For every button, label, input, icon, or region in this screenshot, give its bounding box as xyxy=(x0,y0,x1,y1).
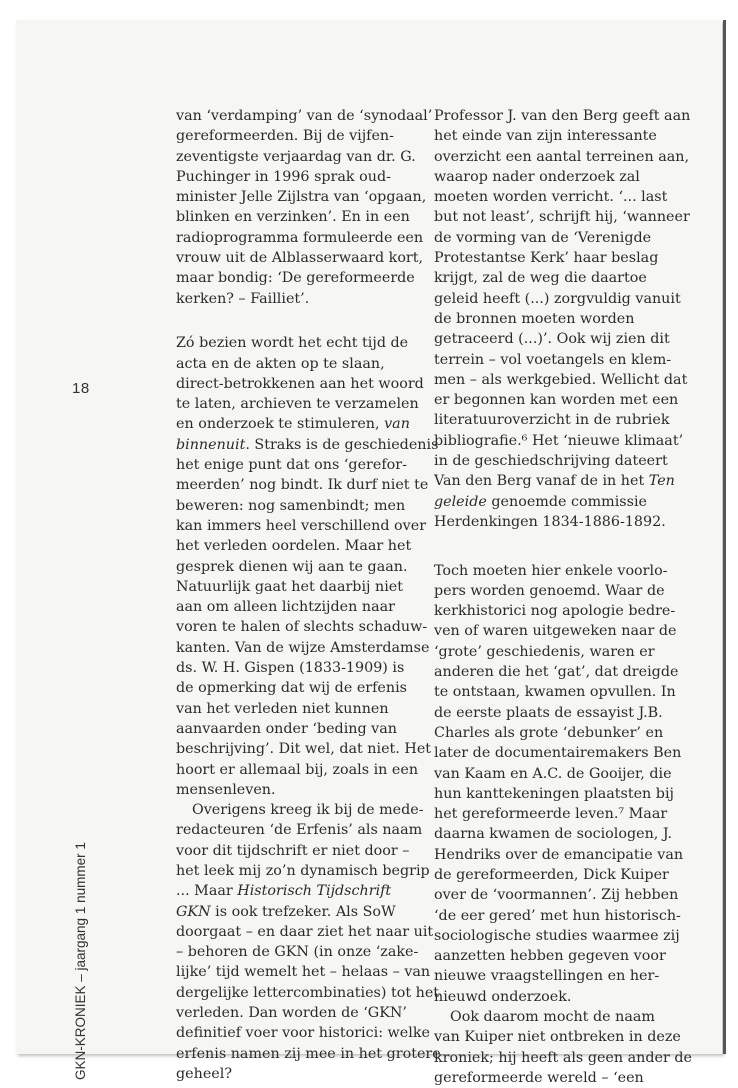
text-line: verleden. Dan worden de ‘GKN’ xyxy=(176,1005,407,1022)
text-line: Overigens kreeg ik bij de mede- xyxy=(192,802,424,819)
text-line: aan om alleen lichtzijden naar xyxy=(176,599,395,616)
text-line xyxy=(176,902,426,922)
text-line: but not least’, schrijft hij, ‘wanneer xyxy=(434,209,690,226)
text-line: Natuurlijk gaat het daarbij niet xyxy=(176,578,403,595)
document-page xyxy=(16,20,722,1086)
text-line: voren te halen of slechts schaduw- xyxy=(176,619,428,636)
text-line: ‘de eer gered’ met hun historisch- xyxy=(434,907,681,924)
text-line: de vorming van de ‘Verenigde xyxy=(434,229,652,246)
text-line: waarop nader onderzoek zal xyxy=(434,168,640,185)
paragraph xyxy=(176,106,433,309)
text-line: terrein – vol voetangels en klem- xyxy=(434,351,672,368)
text-line: geheel? xyxy=(176,1065,232,1082)
running-head-text: GKN-KRONIEK – jaargang 1 nummer 1 xyxy=(73,842,88,1080)
italic-text: van xyxy=(384,416,410,433)
right-column xyxy=(434,106,692,1088)
text-line: later de documentairemakers Ben xyxy=(434,745,682,762)
text-line: kerkhistorici nog apologie bedre- xyxy=(434,603,676,620)
text-line: minister Jelle Zijlstra van ‘opgaan, xyxy=(176,189,427,206)
text-line: de bronnen moeten worden xyxy=(434,310,635,327)
text-line: zeventigste verjaardag van dr. G. xyxy=(176,148,416,165)
text-line: de opmerking dat wij de erfenis xyxy=(176,680,407,697)
text-line: Protestantse Kerk’ haar beslag xyxy=(434,250,659,267)
text-line: aanzetten hebben gegeven voor xyxy=(434,948,666,965)
text-line: blinken en verzinken’. En in een xyxy=(176,209,410,226)
text-line: over de ‘voormannen’. Zij hebben xyxy=(434,887,679,904)
paragraph xyxy=(434,1007,692,1088)
italic-text: GKN xyxy=(176,903,211,920)
text-line: Hendriks over de emancipatie van xyxy=(434,846,684,863)
text-line: redacteuren ‘de Erfenis’ als naam xyxy=(176,822,423,839)
text-line xyxy=(434,492,676,512)
text-line: te laten, archieven te verzamelen xyxy=(176,396,419,413)
text-line: Professor J. van den Berg geeft aan xyxy=(434,108,691,124)
text-line: van Kuiper niet ontbreken in deze xyxy=(434,1029,681,1046)
text-line: het verleden oordelen. Maar het xyxy=(176,538,412,555)
text-line: lijke’ tijd wemelt het – helaas – van xyxy=(176,964,431,981)
text-line: te ontstaan, kwamen opvullen. In xyxy=(434,684,676,701)
text-line: nieuwe vraagstellingen en her- xyxy=(434,968,660,985)
text-line: Ook daarom mocht de naam xyxy=(450,1009,655,1026)
text-line: hoort er allemaal bij, zoals in een xyxy=(176,761,419,778)
text-line: van het verleden niet kunnen xyxy=(176,700,389,717)
text-line: kroniek; hij heeft als geen ander de xyxy=(434,1049,692,1066)
text-line: direct-betrokkenen aan het woord xyxy=(176,375,424,392)
text-line: geleid heeft (...) zorgvuldig vanuit xyxy=(434,290,681,307)
text-line: sociologische studies waarmee zij xyxy=(434,927,680,944)
text-line: pers worden genoemd. Waar de xyxy=(434,582,665,599)
text-line: radioprogramma formuleerde een xyxy=(176,229,424,246)
text-line: acta en de akten op te slaan, xyxy=(176,355,385,372)
italic-text: binnenuit xyxy=(176,436,246,453)
text-line: ‘grote’ geschiedenis, waren er xyxy=(434,643,655,660)
text-line: Puchinger in 1996 sprak oud- xyxy=(176,168,391,185)
text-line: van ‘verdamping’ van de ‘synodaal’ xyxy=(176,108,433,124)
text-line: Van den Berg vanaf de in het Ten xyxy=(434,473,675,490)
text-line: maar bondig: ‘De gereformeerde xyxy=(176,270,415,287)
text-line: het einde van zijn interessante xyxy=(434,128,657,145)
text-line: en onderzoek te stimuleren, van xyxy=(176,416,410,433)
text-line: de eerste plaats de essayist J.B. xyxy=(434,704,663,721)
text-line: kanten. Van de wijze Amsterdamse xyxy=(176,639,430,656)
text-line: doorgaat – en daar ziet het naar uit xyxy=(176,923,434,940)
text-line: ... Maar Historisch Tijdschrift xyxy=(176,883,392,900)
text-line: ds. W. H. Gispen (1833-1909) is xyxy=(176,660,405,677)
text-line: hun kanttekeningen plaatsten bij xyxy=(434,785,674,802)
text-line: gereformeerde wereld – ‘een xyxy=(434,1069,644,1086)
text-line: getraceerd (...)’. Ook wij zien dit xyxy=(434,331,670,348)
text-line: overzicht een aantal terreinen aan, xyxy=(434,148,690,165)
paragraph xyxy=(176,800,441,1084)
text-line: literatuuroverzicht in de rubriek xyxy=(434,412,670,429)
text-line: van Kaam en A.C. de Gooijer, die xyxy=(434,765,672,782)
text-line: er begonnen kan worden met een xyxy=(434,392,679,409)
text-line: de gereformeerden, Dick Kuiper xyxy=(434,866,669,883)
text-line: kerken? – Failliet’. xyxy=(176,290,310,307)
text-line: bibliografie.⁶ Het ‘nieuwe klimaat’ xyxy=(434,432,684,449)
left-column xyxy=(176,106,441,1084)
text-line: beschrijving’. Dit wel, dat niet. Het xyxy=(176,741,432,758)
running-head xyxy=(74,80,88,1080)
paragraph xyxy=(176,333,439,800)
text-line: Toch moeten hier enkele voorlo- xyxy=(434,562,668,579)
text-line: Charles als grote ‘debunker’ en xyxy=(434,724,664,741)
text-line: gesprek dienen wij aan te gaan. xyxy=(176,558,408,575)
text-line: daarna kwamen de sociologen, J. xyxy=(434,826,673,843)
text-line: aanvaarden onder ‘beding van xyxy=(176,720,397,737)
text-line: krijgt, zal de weg die daartoe xyxy=(434,270,647,287)
text-line: kan immers heel verschillend over xyxy=(176,517,427,534)
text-line: voor dit tijdschrift er niet door – xyxy=(176,842,410,859)
page-number: 18 xyxy=(72,380,90,397)
text-line: mensenleven. xyxy=(176,781,276,798)
paragraph xyxy=(434,561,684,1008)
text-line: anderen die het ‘gat’, dat dreigde xyxy=(434,664,679,681)
text-line: – behoren de GKN (in onze ‘zake- xyxy=(176,944,419,961)
paragraph xyxy=(434,106,691,532)
text-span: . Straks is de geschiedenis xyxy=(245,436,439,453)
text-line: nieuwd onderzoek. xyxy=(434,988,572,1005)
text-line: beweren: nog samenbindt; men xyxy=(176,497,406,514)
text-line: het leek mij zo’n dynamisch begrip xyxy=(176,862,430,879)
text-line: vrouw uit de Alblasserwaard kort, xyxy=(176,250,424,267)
text-line xyxy=(176,435,439,455)
text-line: het enige punt dat ons ‘gerefor- xyxy=(176,457,407,474)
text-line: dergelijke lettercombinaties) tot het xyxy=(176,984,440,1001)
italic-text: Historisch Tijdschrift xyxy=(237,883,392,900)
text-line: Herdenkingen 1834-1886-1892. xyxy=(434,513,666,530)
text-span: genoemde commissie xyxy=(486,493,647,510)
text-line: meerden’ nog bindt. Ik durf niet te xyxy=(176,477,429,494)
text-line: moeten worden verricht. ‘... last xyxy=(434,189,668,206)
italic-text: Ten xyxy=(648,473,675,490)
text-line: Zó bezien wordt het echt tijd de xyxy=(176,335,409,352)
italic-text: geleide xyxy=(434,493,487,510)
text-line: men – als werkgebied. Wellicht dat xyxy=(434,371,688,388)
text-line: gereformeerden. Bij de vijfen- xyxy=(176,128,394,145)
text-span: is ook trefzeker. Als SoW xyxy=(210,903,396,920)
text-line: definitief voer voor historici: welke xyxy=(176,1025,430,1042)
text-line: ven of waren uitgeweken naar de xyxy=(434,623,677,640)
text-line: het gereformeerde leven.⁷ Maar xyxy=(434,806,668,823)
text-line: erfenis namen zij mee in het grotere xyxy=(176,1045,441,1062)
text-line: in de geschiedschrijving dateert xyxy=(434,453,668,470)
